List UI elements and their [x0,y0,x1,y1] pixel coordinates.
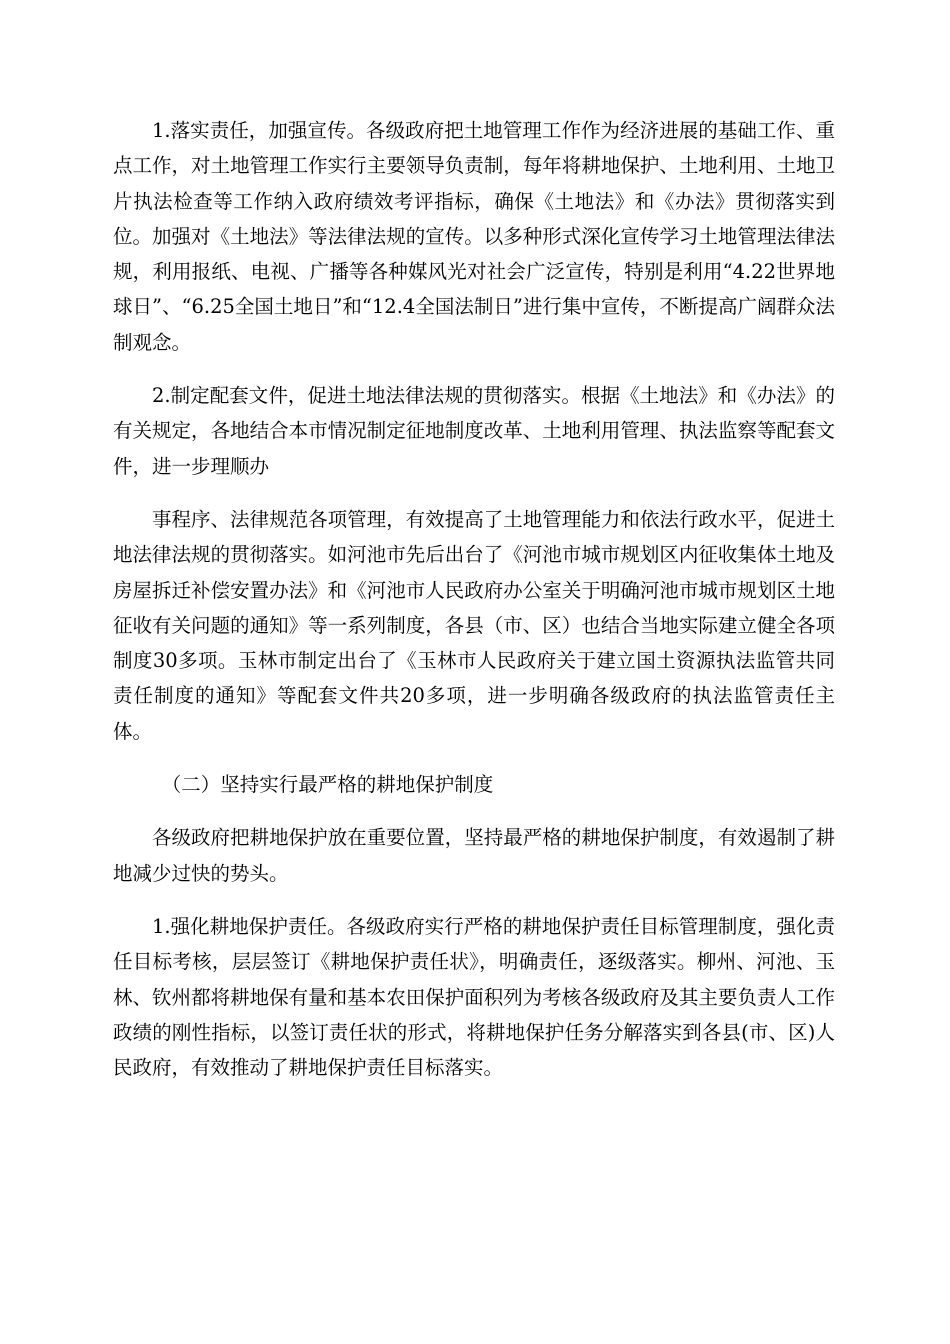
document-page [113,113,835,1103]
paragraph-farmland-protection-intro: 各级政府把耕地保护放在重要位置，坚持最严格的耕地保护制度，有效遏制了耕地减少过快的势头。 [113,826,835,885]
paragraph-procedures-regulations: 事程序、法律规范各项管理，有效提高了土地管理能力和依法行政水平，促进土地法律法规的贯彻落实。如河池市先后出台了《河池市城市规划区内征收集体土地及房屋拆迁补偿安置办法》和《河池市人民政府办公室关于明确河池市城市规划区土地征收有关问题的通知》等一系列制度，各县（市、区）也结合当地实际建立健全各项制度30多项。玉林市制定出台了《玉林市人民政府关于建立国土资源执法监管共同责任制度的通知》等配套文件共20多项，进一步明确各级政府的执法监管责任主体。 [113,507,835,743]
paragraph-supporting-documents: 2.制定配套文件，促进土地法律法规的贯彻落实。根据《土地法》和《办法》的有关规定，各地结合本市情况制定征地制度改革、土地利用管理、执法监察等配套文件，进一步理顺办 [113,384,835,478]
paragraph-farmland-responsibility: 1.强化耕地保护责任。各级政府实行严格的耕地保护责任目标管理制度，强化责任目标考核，层层签订《耕地保护责任状》，明确责任，逐级落实。柳州、河池、玉林、钦州都将耕地保有量和基本农田保护面积列为考核各级政府及其主要负责人工作政绩的刚性指标，以签订责任状的形式，将耕地保护任务分解落实到各县(市、区)人民政府，有效推动了耕地保护责任目标落实。 [113,914,835,1080]
section-heading-farmland-protection: （二）坚持实行最严格的耕地保护制度 [161,773,494,797]
paragraph-responsibility-publicity: 1.落实责任，加强宣传。各级政府把土地管理工作作为经济进展的基础工作、重点工作，对土地管理工作实行主要领导负责制，每年将耕地保护、土地利用、土地卫片执法检查等工作纳入政府绩效考评指标，确保《土地法》和《办法》贯彻落实到位。加强对《土地法》等法律法规的宣传。以多种形式深化宣传学习土地管理法律法规，利用报纸、电视、广播等各种媒风光对社会广泛宣传，特别是利用“4.22世界地球日”、“6.25全国土地日”和“12.4全国法制日”进行集中宣传，不断提高广阔群众法制观念。 [113,119,835,354]
